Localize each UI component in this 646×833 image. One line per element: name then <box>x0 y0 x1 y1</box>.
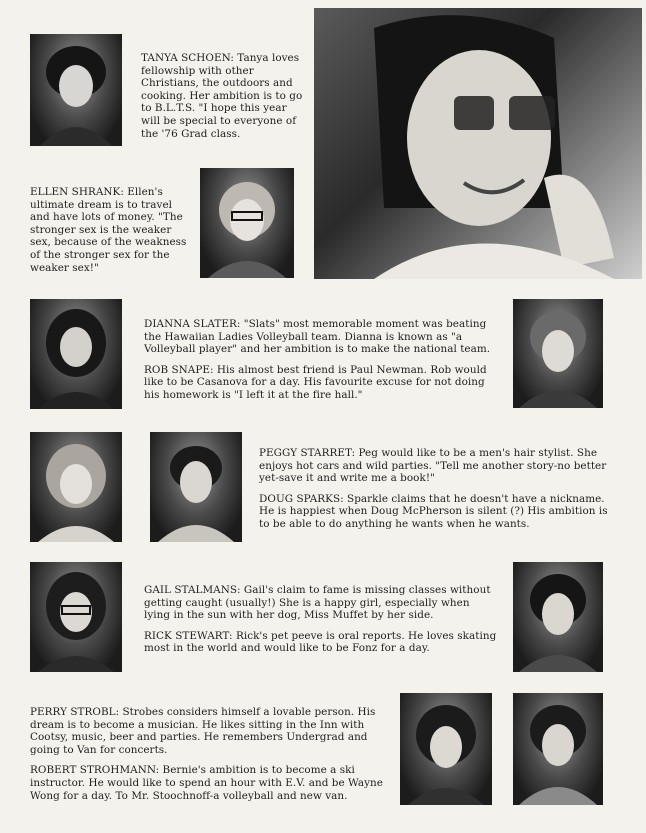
portrait-silhouette-icon <box>200 168 294 278</box>
entry-group-starret-sparks <box>259 447 611 539</box>
portrait-robert-strohmann <box>513 693 603 805</box>
portrait-silhouette-icon <box>30 299 122 409</box>
portrait-perry-strobl <box>400 693 492 805</box>
portrait-gail-stalmans <box>30 562 122 672</box>
portrait-silhouette-icon <box>150 432 242 542</box>
candid-photo <box>314 8 642 279</box>
entry-text: ELLEN SHRANK: Ellen's ultimate dream is to travel and have lots of money. "The stronger sex is the weaker sex, because of the weakness of the stronger sex for the weaker sex!" <box>30 186 187 274</box>
entry-rick-stewart: RICK STEWART: Rick's pet peeve is oral reports. He loves skating most in the world and would like to be Fonz for a day. <box>144 629 497 655</box>
entry-gail-stalmans: GAIL STALMANS: Gail's claim to fame is missing classes without getting caught (usually!) She is a happy girl, especially when lying in the sun with her dog, Miss Muffet by her side. <box>144 584 491 622</box>
entry-peggy-starret: PEGGY STARRET: Peg would like to be a men's hair stylist. She enjoys hot cars and wild parties. "Tell me another story-no better yet-save it and write me a book!" <box>259 447 607 485</box>
candid-portrait-icon <box>314 8 642 279</box>
entry-group-stalmans-stewart <box>144 584 499 663</box>
portrait-dianna-slater <box>30 299 122 409</box>
entry-group-strobl-strohmann <box>30 706 388 810</box>
portrait-silhouette-icon <box>400 693 492 805</box>
entry-tanya-schoen <box>141 52 306 148</box>
entry-dianna-slater: DIANNA SLATER: "Slats" most memorable moment was beating the Hawaiian Ladies Volleyball team. Dianna is known as "a Volleyball player" and her ambition is to make the national team. <box>144 318 491 356</box>
entry-doug-sparks: DOUG SPARKS: Sparkle claims that he doesn't have a nickname. He is happiest when Doug McPherson is silent (?) His ambition is to be able to do anything he wants when he wants. <box>259 492 608 530</box>
entry-text: TANYA SCHOEN: Tanya loves fellowship with other Christians, the outdoors and cooking. Her ambition is to go to B.L.T.S. "I hope this year will be special to everyone of the '76 Grad class. <box>141 52 303 140</box>
entry-perry-strobl: PERRY STROBL: Strobes considers himself a lovable person. His dream is to become a musician. He likes sitting in the Inn with Cootsy, music, beer and parties. He remembers Undergrad and going to Van for concerts. <box>30 706 376 756</box>
entry-robert-strohmann: ROBERT STROHMANN: Bernie's ambition is to become a ski instructor. He would like to spend an hour with E.V. and be Wayne Wong for a day. To Mr. Stoochnoff-a volleyball and new van. <box>30 764 383 802</box>
portrait-silhouette-icon <box>30 562 122 672</box>
portrait-ellen-shrank <box>200 168 294 278</box>
portrait-rob-snape <box>513 299 603 408</box>
portrait-doug-sparks <box>150 432 242 542</box>
entry-ellen-shrank <box>30 186 192 282</box>
portrait-silhouette-icon <box>513 562 603 672</box>
entry-rob-snape: ROB SNAPE: His almost best friend is Paul Newman. Rob would like to be Casanova for a day. His favourite excuse for not doing his homework is "I left it at the fire hall." <box>144 363 487 401</box>
portrait-tanya-schoen <box>30 34 122 146</box>
portrait-silhouette-icon <box>513 693 603 805</box>
portrait-peggy-starret <box>30 432 122 542</box>
portrait-silhouette-icon <box>513 299 603 408</box>
portrait-rick-stewart <box>513 562 603 672</box>
portrait-silhouette-icon <box>30 432 122 542</box>
entry-group-slater-snape <box>144 318 499 410</box>
portrait-silhouette-icon <box>30 34 122 146</box>
